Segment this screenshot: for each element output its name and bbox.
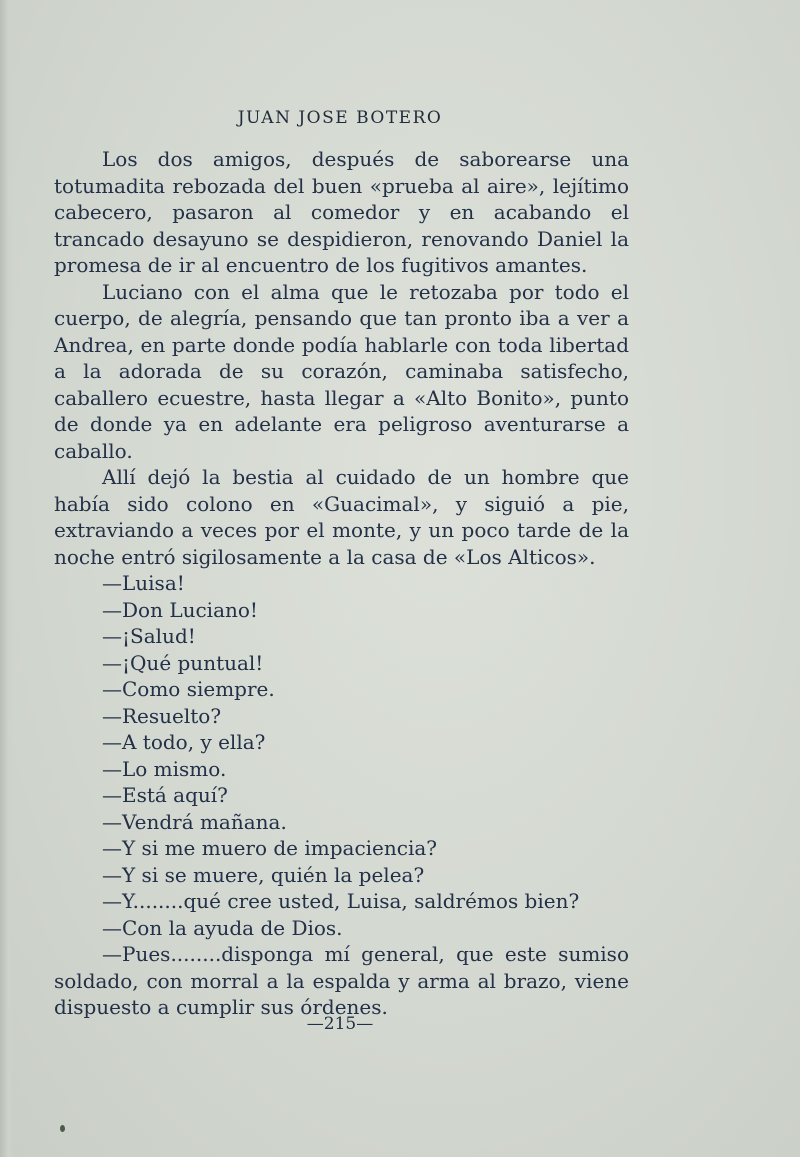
paragraph-1: Los dos amigos, después de saborearse una totumadita rebozada del buen «prueba al aire», lejítimo cabecero, pasaron al comedor y en acabando el trancado desayuno se despidieron, renovando Daniel la promesa de ir al encuentro de los fugitivos amantes. — [54, 147, 629, 277]
dialogue-line: —Luisa! — [102, 571, 185, 595]
dialogue-line: —A todo, y ella? — [102, 730, 266, 754]
dialogue-line: —Y si se muere, quién la pelea? — [102, 862, 425, 887]
page-number: —215— — [306, 1014, 374, 1034]
paper-speck — [60, 1125, 65, 1132]
page-binding-edge — [0, 0, 14, 1157]
body-text — [54, 146, 629, 1021]
dialogue-line: —Con la ayuda de Dios. — [102, 915, 343, 940]
dialogue-line: —Don Luciano! — [102, 597, 258, 622]
dialogue-line: —Resuelto? — [102, 703, 222, 728]
dialogue-line: —Como siempre. — [102, 677, 275, 701]
running-header: JUAN JOSE BOTERO — [237, 108, 443, 128]
dialogue-line: —Y........qué cree usted, Luisa, saldrémos bien? — [102, 889, 580, 913]
dialogue-line: —¡Qué puntual! — [102, 650, 264, 675]
closing-paragraph: —Pues........disponga mí general, que este sumiso soldado, con morral a la espalda y arma al brazo, viene dispuesto a cumplir sus órdenes. — [54, 942, 629, 1019]
paragraph-3: Allí dejó la bestia al cuidado de un hombre que había sido colono en «Guacimal», y siguió a pie, extraviando a veces por el monte, y un poco tarde de la noche entró sigilosamente a la casa de «Los Alticos». — [54, 465, 629, 569]
dialogue-line: —Está aquí? — [102, 783, 228, 807]
paragraph-2: Luciano con el alma que le retozaba por todo el cuerpo, de alegría, pensando que tan pronto iba a ver a Andrea, en parte donde podía hablarle con toda libertad a la adorada de su corazón, caminaba satisfecho, caballero ecuestre, hasta llegar a «Alto Bonito», punto de donde ya en adelante era peligroso aventurarse a caballo. — [54, 279, 629, 463]
dialogue-line: —Lo mismo. — [102, 756, 227, 781]
dialogue-line: —Y si me muero de impaciencia? — [102, 836, 438, 860]
dialogue-line: —¡Salud! — [102, 624, 196, 648]
dialogue-line: —Vendrá mañana. — [102, 809, 287, 834]
